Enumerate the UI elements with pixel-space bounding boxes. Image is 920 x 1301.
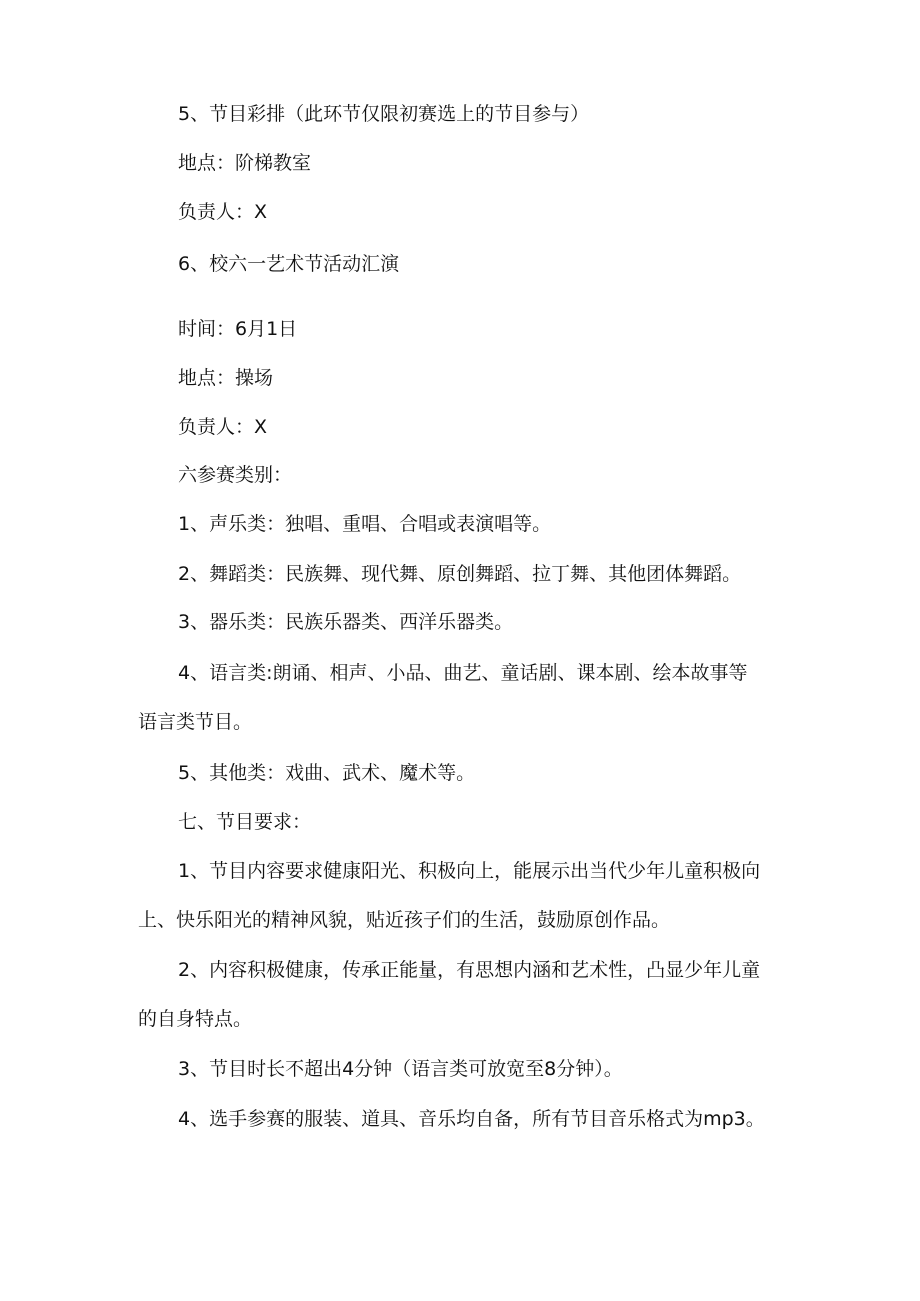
- text-line-requirement-4: 4、选手参赛的服装、道具、音乐均自备，所有节目音乐格式为mp3。: [178, 1108, 765, 1130]
- text-line-category-vocal: 1、声乐类：独唱、重唱、合唱或表演唱等。: [178, 513, 552, 535]
- text-line-requirement-2-cont: 的自身特点。: [138, 1008, 253, 1030]
- text-line-performance-time: 时间：6月1日: [178, 318, 298, 340]
- text-line-requirement-1: 1、节目内容要求健康阳光、积极向上，能展示出当代少年儿童积极向: [178, 860, 761, 882]
- text-line-category-language-cont: 语言类节目。: [138, 711, 253, 733]
- text-line-performance-owner: 负责人：X: [178, 416, 268, 438]
- text-line-requirement-2: 2、内容积极健康，传承正能量，有思想内涵和艺术性，凸显少年儿童: [178, 959, 761, 981]
- text-line-rehearsal-location: 地点：阶梯教室: [178, 152, 312, 174]
- section-heading-categories: 六参赛类别：: [178, 464, 293, 486]
- text-line-rehearsal-owner: 负责人：X: [178, 201, 268, 223]
- text-line-category-dance: 2、舞蹈类：民族舞、现代舞、原创舞蹈、拉丁舞、其他团体舞蹈。: [178, 563, 742, 585]
- text-line-rehearsal-heading: 5、节目彩排（此环节仅限初赛选上的节目参与）: [178, 103, 590, 125]
- text-line-performance-location: 地点：操场: [178, 367, 274, 389]
- text-line-category-language: 4、语言类:朗诵、相声、小品、曲艺、童话剧、课本剧、绘本故事等: [178, 662, 748, 684]
- text-line-category-other: 5、其他类：戏曲、武术、魔术等。: [178, 762, 476, 784]
- text-line-requirement-3: 3、节目时长不超出4分钟（语言类可放宽至8分钟）。: [178, 1058, 623, 1080]
- text-line-requirement-1-cont: 上、快乐阳光的精神风貌，贴近孩子们的生活，鼓励原创作品。: [138, 909, 671, 931]
- section-heading-requirements: 七、节目要求：: [178, 811, 312, 833]
- text-line-category-instrumental: 3、器乐类：民族乐器类、西洋乐器类。: [178, 611, 514, 633]
- text-line-performance-heading: 6、校六一艺术节活动汇演: [178, 253, 400, 275]
